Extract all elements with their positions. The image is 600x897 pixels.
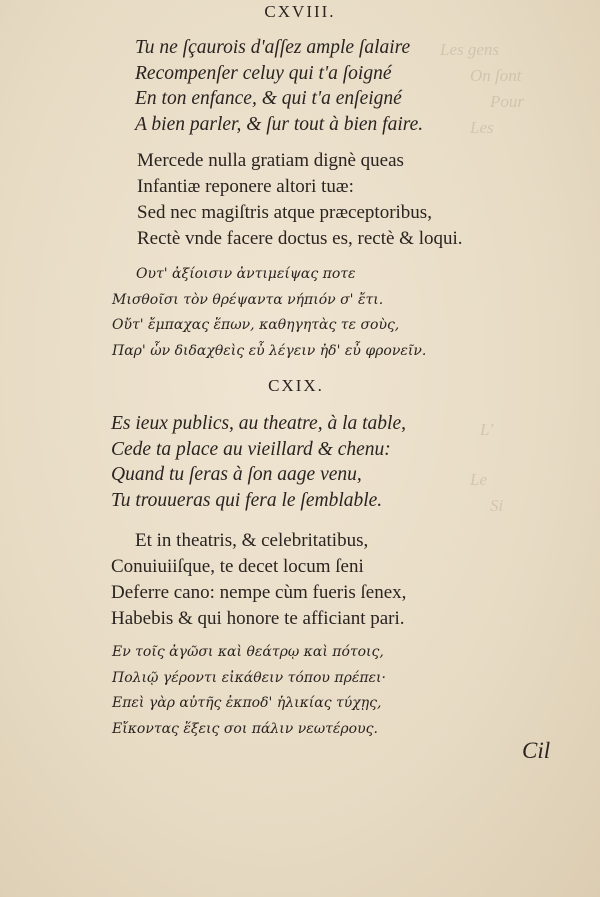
verse-line: Recompenſer celuy qui t'a ſoigné [135, 62, 392, 84]
catchword: Cil [522, 738, 551, 763]
epigram-number-cxix: CXIX. [268, 376, 324, 395]
verse-line: Habebis & qui honore te afficiant pari. [111, 608, 405, 629]
verse-line: A bien parler, & ſur tout à bien faire. [135, 113, 424, 135]
verse-line: Μισθοῖσι τὸν θρέψαντα νήπιόν σ' ἔτι. [112, 291, 384, 308]
verse-line: Οὔτ' ἔμπαχας ἕπων, καθηγητὰς τε σοὺς, [112, 317, 400, 333]
verse-line: Ουτ' ἀξίοισιν ἀντιμείψας ποτε [136, 266, 356, 282]
verse-line: Cede ta place au vieillard & chenu: [111, 438, 391, 460]
verse-line: Mercede nulla gratiam dignè queas [137, 150, 404, 171]
verse-line: Rectè vnde facere doctus es, rectè & loqui. [137, 228, 463, 249]
show-through-text: Le [470, 470, 487, 489]
verse-line: Πολιῷ γέροντι εἰκάθειν τόπου πρέπει· [112, 669, 386, 686]
verse-line: Es ieux publics, au theatre, à la table, [111, 413, 406, 434]
verse-line: Εἴκοντας ἕξεις σοι πάλιν νεωτέρους. [112, 720, 378, 737]
epigram-number-cxviii: CXVIII. [264, 2, 336, 21]
verse-line: Εν τοῖς ἀγῶσι καὶ θεάτρῳ καὶ πότοις, [112, 644, 384, 660]
verse-line: Tu trouueras qui fera le ſemblable. [111, 489, 383, 511]
verse-line: Et in theatris, & celebritatibus, [135, 530, 369, 551]
verse-line: Deferre cano: nempe cùm fueris ſenex, [111, 582, 407, 603]
verse-line: Quand tu ſeras à ſon aage venu, [111, 464, 362, 485]
verse-line: Conuiuiiſque, te decet locum ſeni [111, 556, 364, 577]
verse-line: Infantiæ reponere altori tuæ: [137, 176, 354, 197]
show-through-text: Pour [490, 92, 524, 111]
verse-line: Sed nec magiſtris atque præceptoribus, [137, 202, 432, 223]
show-through-text: Les gens [440, 40, 500, 59]
verse-line: Παρ' ὧν διδαχθεὶς εὖ λέγειν ἠδ' εὖ φρονεῖν. [112, 342, 427, 359]
greek-verse-cxix [112, 640, 386, 742]
french-verse-cxix [111, 411, 406, 513]
show-through-text: Les [470, 118, 494, 137]
verse-line: En ton enfance, & qui t'a enſeigné [135, 88, 402, 109]
greek-verse-cxviii [112, 262, 426, 364]
verse-line: Επεὶ γὰρ αὐτῆς ἐκποδ' ἡλικίας τύχῃς, [112, 695, 382, 711]
show-through-text: Si [490, 496, 504, 515]
show-through-text: L' [480, 420, 494, 439]
show-through-text: On ſont [470, 66, 522, 85]
french-verse-cxviii [135, 35, 423, 137]
latin-verse-cxviii [137, 148, 463, 252]
latin-verse-cxix [111, 528, 406, 632]
verse-line: Tu ne ſçaurois d'aſſez ample ſalaire [135, 37, 411, 58]
